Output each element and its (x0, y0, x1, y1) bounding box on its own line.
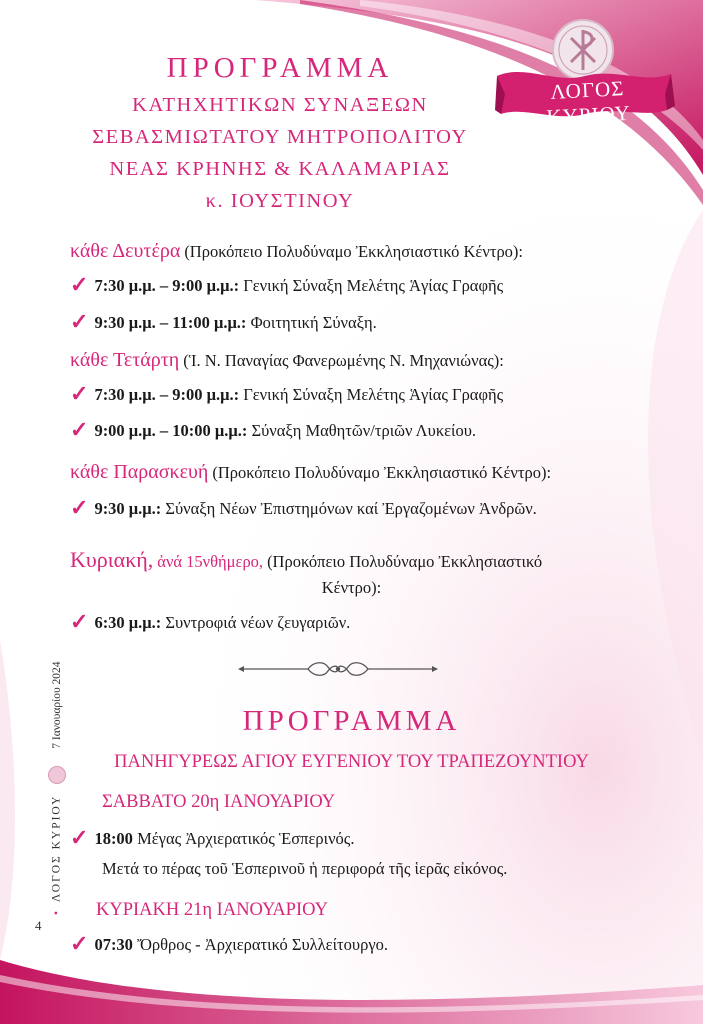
checkmark-icon: ✓ (70, 495, 89, 520)
magazine-logo-text: ΛΟΓΟΣ ΚΥΡΙΟΥ (545, 76, 632, 130)
list-item (70, 930, 388, 956)
sidebar-vertical (48, 661, 66, 915)
item-text: Συντροφιά νέων ζευγαριῶν. (165, 613, 351, 632)
item-text: Σύναξη Νέων Ἐπιστημόνων καί Ἐργαζομένων Ἀνδρῶν. (165, 499, 537, 518)
sidebar-date: 7 Ιανουαρίου 2024 (50, 661, 63, 749)
item-text: Γενική Σύναξη Μελέτης Ἁγίας Γραφῆς (243, 276, 504, 295)
item-time: 7:30 μ.μ. – 9:00 μ.μ.: (94, 385, 240, 404)
item-time: 6:30 μ.μ.: (94, 613, 162, 632)
program-subtitle-line1: ΚΑΤΗΧΗΤΙΚΩΝ ΣΥΝΑΞΕΩΝ (132, 94, 428, 116)
schedule-day-friday (70, 461, 551, 484)
feast-note: Μετά το πέρας τοῦ Ἑσπερινοῦ ἡ περιφορά τῆς ἱερᾶς εἰκόνος. (102, 859, 508, 878)
item-text: Μέγας Ἀρχιερατικός Ἑσπερινός. (137, 829, 355, 848)
day-label: κάθε Δευτέρα (70, 240, 181, 262)
feast-subtitle: ΠΑΝΗΓΥΡΕΩΣ ΑΓΙΟΥ ΕΥΓΕΝΙΟΥ ΤΟΥ ΤΡΑΠΕΖΟΥΝΤΙΟΥ (114, 752, 589, 772)
page-number: 4 (35, 918, 42, 933)
checkmark-icon: ✓ (70, 381, 89, 406)
day-location-continued: Κέντρο): (321, 578, 382, 597)
checkmark-icon: ✓ (70, 931, 89, 956)
item-text: Φοιτητική Σύναξη. (250, 313, 377, 332)
list-item (70, 308, 377, 334)
sidebar-magazine-name: ΛΟΓΟΣ ΚΥΡΙΟΥ (50, 794, 63, 903)
day-frequency: ἀνά 15νθήμερο, (157, 552, 264, 571)
day-location: (Προκόπειο Πολυδύναμο Ἐκκλησιαστικό Κέντρο): (184, 242, 524, 261)
ornament-divider-icon (238, 658, 438, 680)
checkmark-icon: ✓ (70, 417, 89, 442)
item-time: 9:30 μ.μ. – 11:00 μ.μ.: (94, 313, 247, 332)
day-location: (Ἱ. Ν. Παναγίας Φανερωμένης Ν. Μηχανιώνας): (183, 351, 504, 370)
item-time: 9:30 μ.μ.: (94, 499, 162, 518)
schedule-day-sunday (70, 547, 542, 573)
day-label: κάθε Παρασκευή (70, 461, 209, 483)
checkmark-icon: ✓ (70, 825, 89, 850)
item-time: 7:30 μ.μ. – 9:00 μ.μ.: (94, 276, 240, 295)
list-item (70, 608, 350, 634)
feast-day-heading: ΣΑΒΒΑΤΟ 20η ΙΑΝΟΥΑΡΙΟΥ (102, 792, 336, 812)
program-title: ΠΡΟΓΡΑΜΜΑ (166, 52, 394, 84)
list-item (70, 824, 354, 850)
program-subtitle-line3: ΝΕΑΣ ΚΡΗΝΗΣ & ΚΑΛΑΜΑΡΙΑΣ (109, 158, 451, 180)
list-item (70, 416, 476, 442)
checkmark-icon: ✓ (70, 309, 89, 334)
item-time: 9:00 μ.μ. – 10:00 μ.μ.: (94, 421, 248, 440)
item-text: Γενική Σύναξη Μελέτης Ἁγίας Γραφῆς (243, 385, 504, 404)
day-label: κάθε Τετάρτη (70, 349, 180, 371)
day-location: (Προκόπειο Πολυδύναμο Ἐκκλησιαστικό Κέντρο): (212, 463, 552, 482)
program-subtitle-line4: κ. ΙΟΥΣΤΙΝΟΥ (205, 190, 355, 212)
schedule-day-monday (70, 240, 523, 263)
item-text: Ὄρθρος - Ἀρχιερατικό Συλλείτουργο. (137, 935, 388, 954)
list-item (70, 380, 503, 406)
feast-day-heading: ΚΥΡΙΑΚΗ 21η ΙΑΝΟΥΑΡΙΟΥ (96, 900, 328, 920)
day-label: Κυριακή, (70, 547, 154, 572)
list-item (70, 271, 503, 297)
checkmark-icon: ✓ (70, 609, 89, 634)
list-item (70, 494, 537, 520)
day-location: (Προκόπειο Πολυδύναμο Ἐκκλησιαστικό (267, 552, 543, 571)
schedule-day-wednesday (70, 349, 504, 372)
sidebar-seal-icon (48, 766, 66, 784)
sidebar-bullet: • (50, 910, 63, 915)
item-time: 18:00 (94, 829, 133, 848)
item-text: Σύναξη Μαθητῶν/τριῶν Λυκείου. (251, 421, 477, 440)
program-subtitle-line2: ΣΕΒΑΣΜΙΩΤΑΤΟΥ ΜΗΤΡΟΠΟΛΙΤΟΥ (92, 126, 468, 148)
item-time: 07:30 (94, 935, 133, 954)
checkmark-icon: ✓ (70, 272, 89, 297)
feast-title: ΠΡΟΓΡΑΜΜΑ (242, 705, 461, 737)
